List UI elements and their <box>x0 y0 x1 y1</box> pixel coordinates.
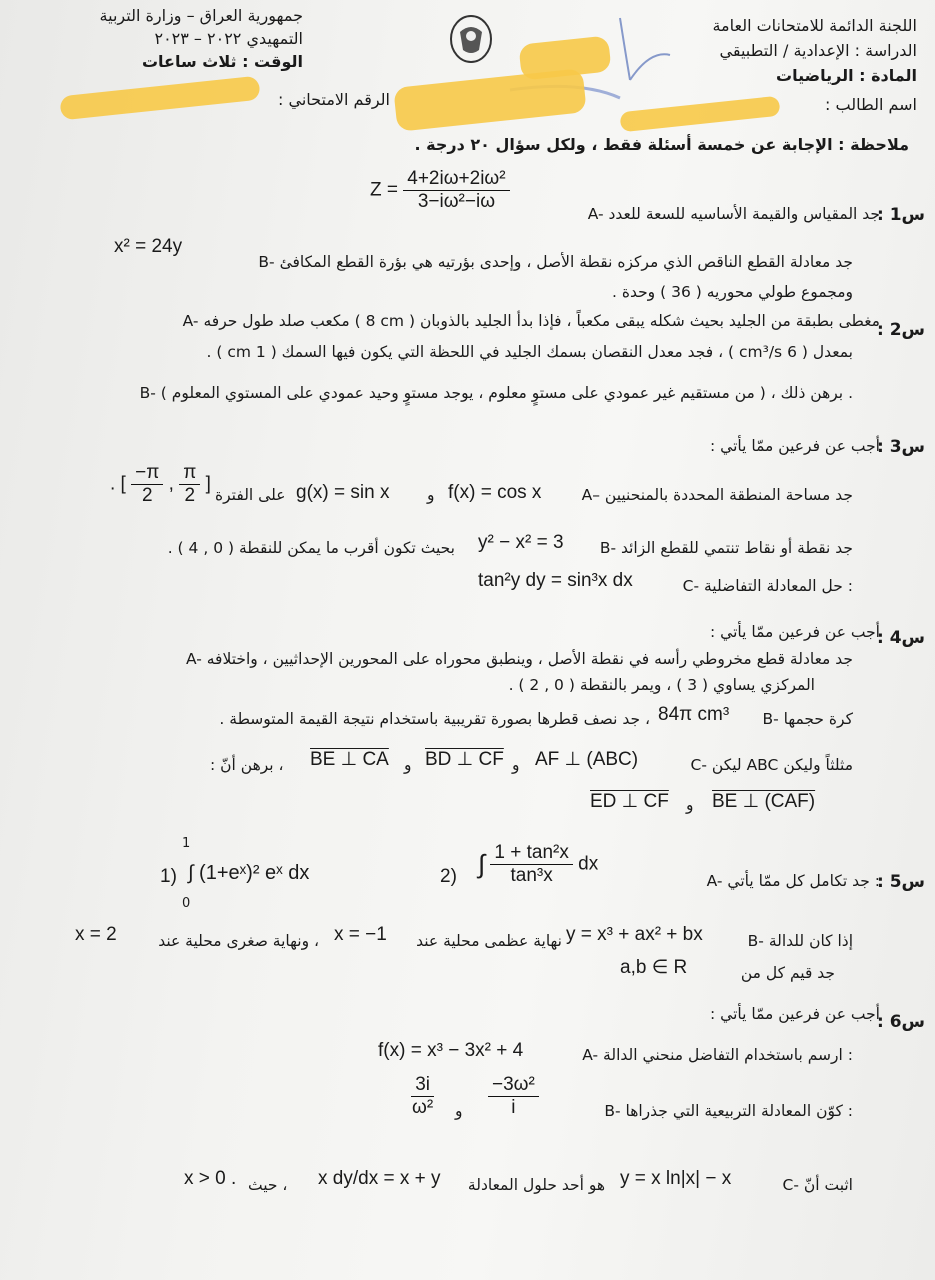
q4-c-math1: AF ⊥ (ABC) <box>535 749 639 770</box>
q6-b-text: B- كوّن المعادلة التربيعية التي جذراها : <box>604 1102 853 1120</box>
q4-c-math2: BD ⊥ CF <box>425 749 504 770</box>
redaction-mark <box>393 68 587 132</box>
q3-c-math: tan²y dy = sin³x dx <box>478 570 633 591</box>
q6-b-and: و <box>455 1102 463 1120</box>
q1-b-math: x² = 24y <box>114 236 183 257</box>
header-right-line2: الدراسة : الإعدادية / التطبيقي <box>719 41 917 60</box>
header-right-line3: المادة : الرياضيات <box>776 66 917 85</box>
q3-b-text: B- جد نقطة أو نقاط تنتمي للقطع الزائد <box>599 539 853 557</box>
header-right-line1: اللجنة الدائمة للامتحانات العامة <box>712 16 917 35</box>
q6-b-root1 <box>488 1074 539 1119</box>
q4-b-text: B- كرة حجمها <box>762 710 853 728</box>
q4-c-and3: و <box>686 796 694 814</box>
q2-a-text: A- مكعب صلد طول حرفه ( 8 cm ) مغطى بطبقة من الجليد بحيث شكله يبقى مكعباً ، فإذا بدأ الجليد بالذوبان <box>182 312 880 330</box>
q5-b-math3: x = 2 <box>75 924 117 945</box>
header-left-line1: جمهورية العراق – وزارة التربية <box>99 6 303 25</box>
q4-c-and1: و <box>512 756 520 774</box>
q1-a-text: A- جد المقياس والقيمة الأساسيه للسعة للعدد <box>587 205 880 223</box>
q1-b-text: B- جد معادلة القطع الناقص الذي مركزه نقطة الأصل ، وإحدى بؤرتيه هي بؤرة القطع المكافئ <box>258 253 853 271</box>
q4-b-text2: ، جد نصف قطرها بصورة تقريبية باستخدام نتيجة القيمة المتوسطة . <box>219 710 650 728</box>
q3-a-interval-text: على الفترة <box>215 486 286 504</box>
q4-c-math4: BE ⊥ (CAF) <box>712 791 816 812</box>
q6-c-text2: هو أحد حلول المعادلة <box>467 1176 605 1194</box>
q6-c-math3: x > 0 . <box>184 1168 237 1189</box>
q4-intro: أجب عن فرعين ممّا يأتي : <box>710 623 880 641</box>
header-right <box>712 16 917 114</box>
q6-b-root1-den: i <box>511 1097 516 1118</box>
q3-a-text: A– جد مساحة المنطقة المحددة بالمنحنيين <box>581 486 853 504</box>
q5-b-math4: a,b ∈ R <box>620 957 688 978</box>
q4-a-text2: المركزي يساوي ( 3 ) ، ويمر بالنقطة ( 0 , 2 ) . <box>508 676 815 694</box>
q5-b-text3: ، ونهاية صغرى محلية عند <box>158 932 319 950</box>
q5-a-text: A- جد تكامل كل ممّا يأتي : <box>706 872 880 890</box>
q5-a2-denominator: tan³x <box>510 865 553 886</box>
q5-label: س5 : <box>876 872 925 892</box>
q6-a-math: f(x) = x³ − 3x² + 4 <box>378 1040 524 1061</box>
q3-b-text2: بحيث تكون أقرب ما يمكن للنقطة ( 0 , 4 ) . <box>167 539 455 557</box>
q6-intro: أجب عن فرعين ممّا يأتي : <box>710 1005 880 1023</box>
q1-a-numerator: 4+2iω+2iω² <box>403 168 509 191</box>
q3-a-g: g(x) = sin x <box>296 482 390 503</box>
q5-a1-upper: 1 <box>182 836 191 851</box>
q3-a-and: و <box>427 486 435 504</box>
q5-b-text4: جد قيم كل من <box>740 964 835 982</box>
q2-a-text2: بمعدل ( 6 cm³/s ) ، فجد معدل النقصان بسمك الجليد في اللحظة التي يكون فيها السمك ( 1 cm ) . <box>206 343 853 361</box>
q1-a-z: Z = <box>370 179 398 201</box>
q4-b-math: 84π cm³ <box>658 704 730 725</box>
q5-a1-lower: 0 <box>182 896 191 911</box>
header-left <box>100 6 303 71</box>
exam-number-label: الرقم الامتحاني : <box>278 90 390 109</box>
q5-a1-math: ∫ (1+eˣ)² eˣ dx <box>188 862 310 884</box>
q5-b-math2: x = −1 <box>334 924 387 945</box>
q6-b-root2-num: 3i <box>411 1074 434 1097</box>
q5-b-text2: نهاية عظمى محلية عند <box>416 932 562 950</box>
q3-interval-right-num: π <box>179 462 200 485</box>
exam-note: ملاحظة : الإجابة عن خمسة أسئلة فقط ، ولكل سؤال ٢٠ درجة . <box>414 135 909 154</box>
q3-a-f: f(x) = cos x <box>448 482 542 503</box>
q1-b-text2: ومجموع طولي محوريه ( 36 ) وحدة . <box>611 283 853 301</box>
q5-a2-numerator: 1 + tan²x <box>490 842 572 865</box>
q6-b-root1-num: −3ω² <box>488 1074 539 1097</box>
q6-c-text: C- اثبت أنّ <box>782 1176 853 1194</box>
q3-b-math: y² − x² = 3 <box>478 532 564 553</box>
q4-c-math5: ED ⊥ CF <box>590 791 669 812</box>
q5-b-math: y = x³ + ax² + bx <box>566 924 703 945</box>
q6-label: س6 : <box>876 1012 925 1032</box>
q6-b-root2-den: ω² <box>412 1097 434 1118</box>
q1-a-formula <box>370 168 510 213</box>
q1-label: س1 : <box>876 205 925 225</box>
header-left-line2: التمهيدي ٢٠٢٢ – ٢٠٢٣ <box>154 29 303 48</box>
q5-a1-index: 1) <box>160 866 177 887</box>
q5-a2-integral: ∫ $\frac{\text{1 + tan²x}}{\text{tan³x}}$ dx <box>478 842 599 886</box>
q5-b-text: B- إذا كان للدالة <box>747 932 853 950</box>
q3-interval-left-den: 2 <box>141 485 153 506</box>
q4-label: س4 : <box>876 628 925 648</box>
q2-b-text: B- ( من مستقيم غير عمودي على مستوٍ معلوم ، يوجد مستوٍ وحيد عمودي على المستوي المعلوم ) ، برهن ذلك . <box>139 384 853 402</box>
q6-a-text: A- ارسم باستخدام التفاضل منحني الدالة : <box>582 1046 853 1064</box>
q3-label: س3 : <box>876 437 925 457</box>
q4-c-math3: BE ⊥ CA <box>310 749 389 770</box>
q1-a-denominator: 3−iω²−iω <box>417 191 496 212</box>
emblem-logo <box>448 14 494 64</box>
q6-c-math2: x dy/dx = x + y <box>318 1168 441 1189</box>
q4-c-and2: و <box>404 756 412 774</box>
q3-a-interval: . [ $\frac{-\pi}{2}$ , $\frac{\pi}{2}$ ] <box>110 462 211 506</box>
redaction-mark <box>59 76 260 121</box>
q3-interval-right-den: 2 <box>184 485 196 506</box>
q4-a-text: A- جد معادلة قطع مخروطي رأسه في نقطة الأصل ، وينطبق محوراه على المحورين الإحداثيين ، واختلافه <box>185 650 853 668</box>
q6-c-math: y = x ln|x| − x <box>620 1168 732 1189</box>
q3-intro: أجب عن فرعين ممّا يأتي : <box>710 437 880 455</box>
student-name-label: اسم الطالب : <box>825 95 917 114</box>
q3-c-text: C- حل المعادلة التفاضلية : <box>682 577 853 595</box>
header-left-line3: الوقت : ثلاث ساعات <box>141 52 303 71</box>
q6-b-root2 <box>408 1074 437 1119</box>
q5-a2-dx: dx <box>578 853 599 875</box>
q6-c-text3: ، حيث <box>248 1176 288 1194</box>
q1-a-fraction <box>403 168 509 213</box>
q4-c-text2: ، برهن أنّ : <box>210 756 284 774</box>
q4-c-text: C- ليكن ABC مثلثاً وليكن <box>690 756 853 774</box>
q5-a2-index: 2) <box>440 866 457 887</box>
q3-interval-left-num: −π <box>131 462 163 485</box>
q2-label: س2 : <box>876 320 925 340</box>
